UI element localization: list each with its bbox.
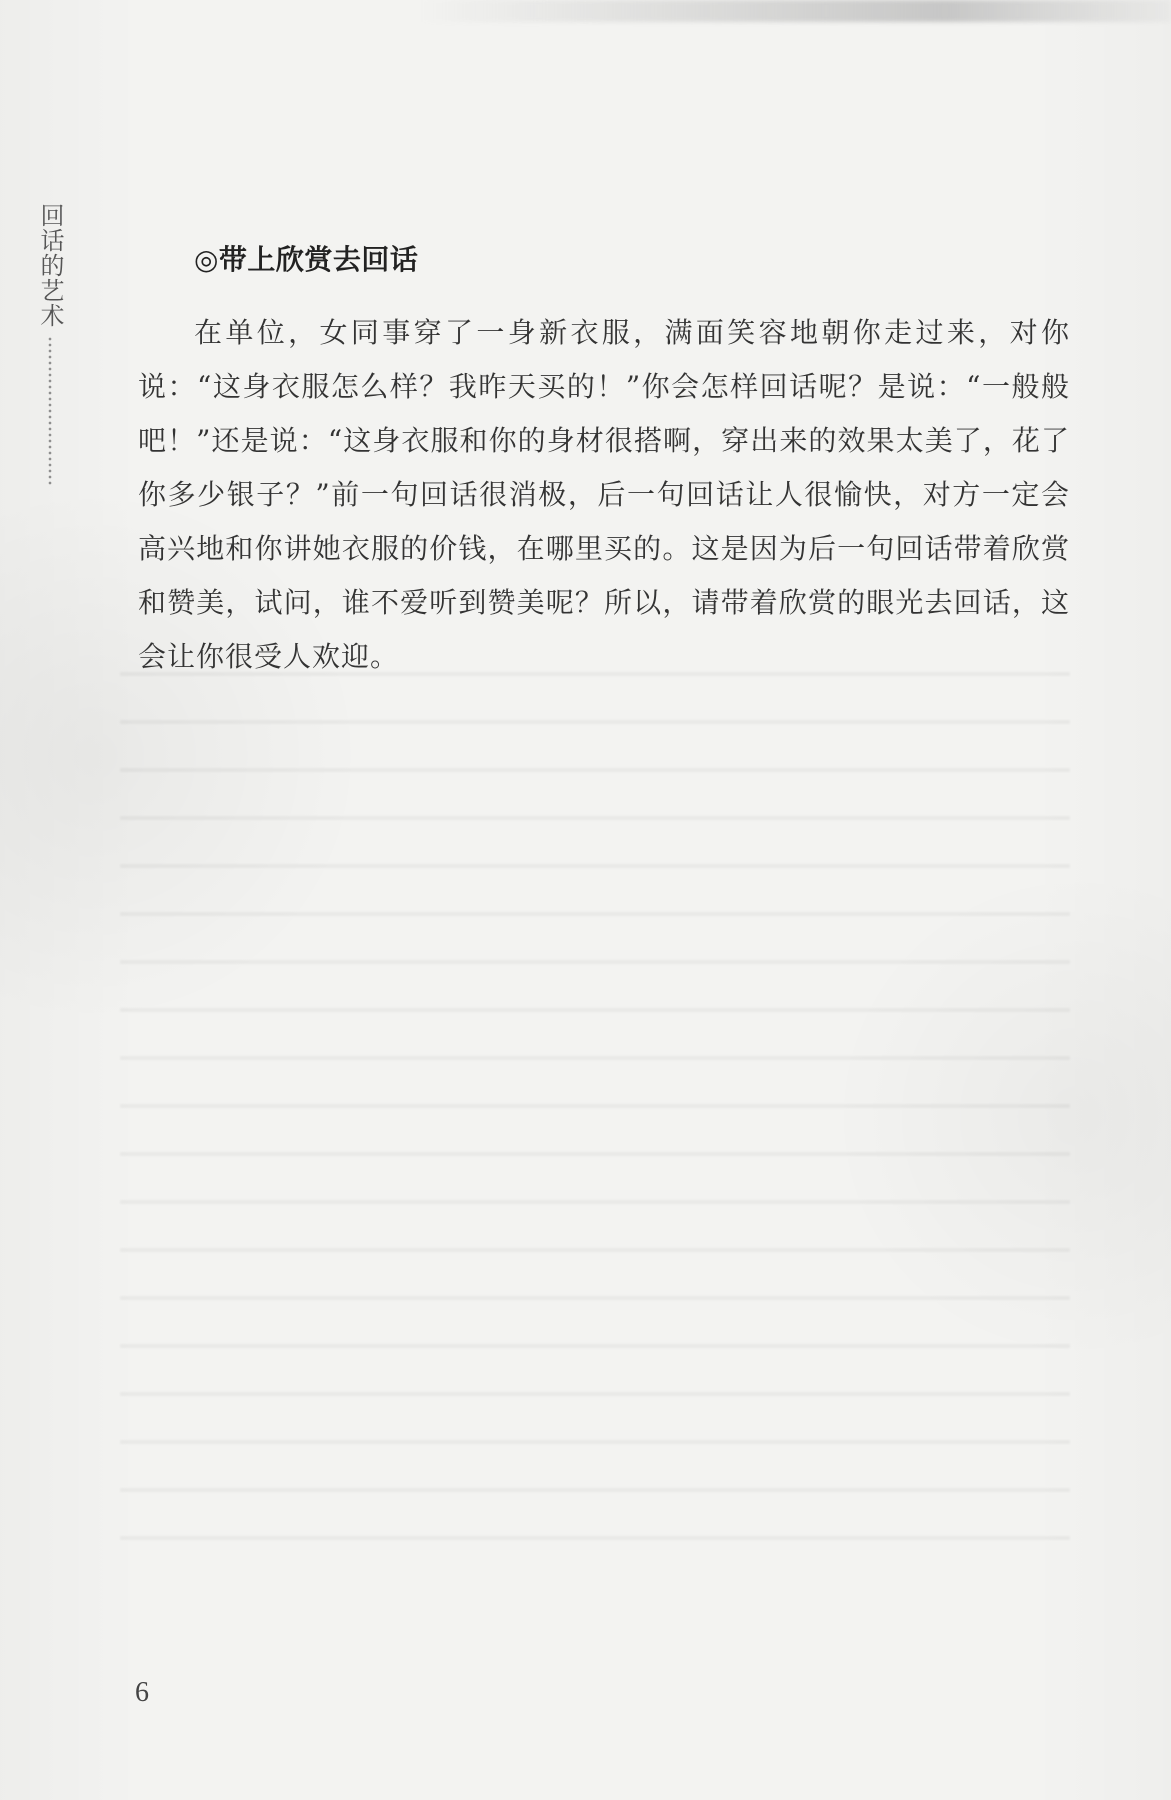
section-heading: ◎带上欣赏去回话	[194, 243, 419, 276]
main-content	[138, 242, 1070, 684]
body-paragraph: 在单位，女同事穿了一身新衣服，满面笑容地朝你走过来，对你说：“这身衣服怎么样？我昨天买的！”你会怎样回话呢？是说：“一般般吧！”还是说：“这身衣服和你的身材很搭啊，穿出来的效果太美了，花了你多少银子？”前一句回话很消极，后一句回话让人很愉快，对方一定会高兴地和你讲她衣服的价钱，在哪里买的。这是因为后一句回话带着欣赏和赞美，试问，谁不爱听到赞美呢？所以，请带着欣赏的眼光去回话，这会让你很受人欢迎。	[138, 316, 1070, 673]
page-edge-shadow	[420, 0, 1171, 22]
running-head	[38, 203, 62, 486]
show-through-text	[120, 650, 1070, 1550]
page-number: 6	[135, 1677, 149, 1708]
running-head-title: 回话的艺术	[36, 203, 64, 328]
running-head-leader	[48, 336, 52, 486]
